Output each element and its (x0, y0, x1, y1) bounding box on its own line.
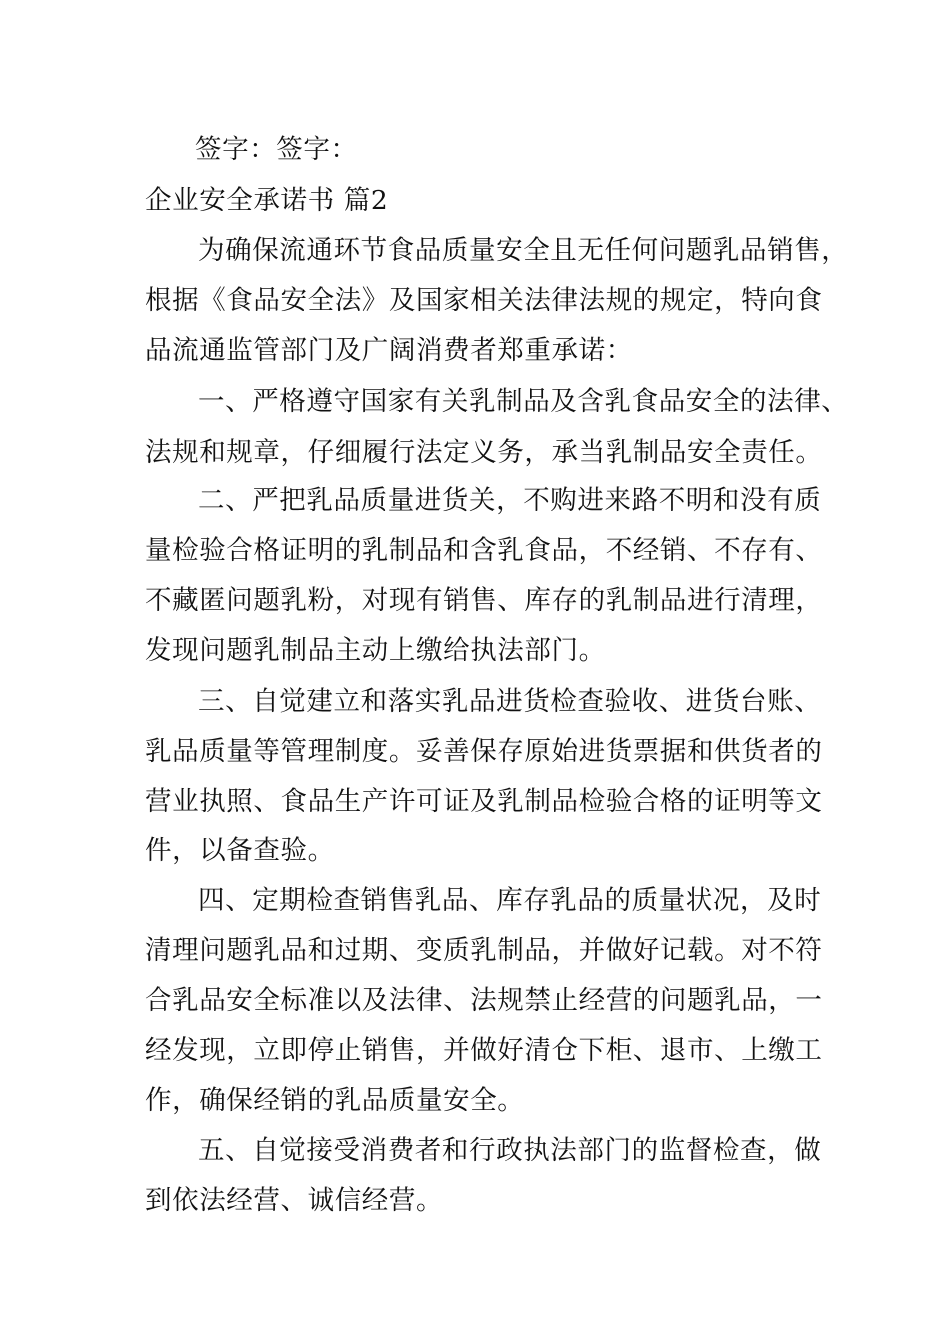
paragraph-item-2-line: 不藏匿问题乳粉，对现有销售、库存的乳制品进行清理， (145, 585, 823, 616)
paragraph-item-2-line: 量检验合格证明的乳制品和含乳食品，不经销、不存有、 (145, 535, 823, 566)
paragraph-item-4-line: 作，确保经销的乳品质量安全。 (145, 1085, 525, 1116)
paragraph-intro-line: 为确保流通环节食品质量安全且无任何问题乳品销售， (198, 235, 849, 266)
paragraph-item-5-line: 五、自觉接受消费者和行政执法部门的监督检查，做 (198, 1135, 822, 1166)
paragraph-item-3-line: 乳品质量等管理制度。妥善保存原始进货票据和供货者的 (145, 736, 823, 767)
paragraph-item-2-line: 二、严把乳品质量进货关，不购进来路不明和没有质 (198, 485, 822, 516)
paragraph-item-3-line: 件，以备查验。 (145, 835, 335, 866)
document-title: 企业安全承诺书 篇2 (145, 185, 389, 216)
paragraph-item-4-line: 清理问题乳品和过期、变质乳制品，并做好记载。对不符 (145, 935, 823, 966)
paragraph-item-4-line: 经发现，立即停止销售，并做好清仓下柜、退市、上缴工 (145, 1035, 823, 1066)
paragraph-intro-line: 根据《食品安全法》及国家相关法律法规的规定，特向食 (145, 285, 823, 316)
signature-line: 签字：签字： (195, 134, 358, 165)
paragraph-intro-line: 品流通监管部门及广阔消费者郑重承诺： (145, 335, 633, 366)
paragraph-item-2-line: 发现问题乳制品主动上缴给执法部门。 (145, 635, 606, 666)
paragraph-item-4-line: 合乳品安全标准以及法律、法规禁止经营的问题乳品，一 (145, 985, 823, 1016)
paragraph-item-1-line: 法规和规章，仔细履行法定义务，承当乳制品安全责任。 (145, 437, 823, 468)
paragraph-item-4-line: 四、定期检查销售乳品、库存乳品的质量状况，及时 (198, 885, 822, 916)
paragraph-item-3-line: 营业执照、食品生产许可证及乳制品检验合格的证明等文 (145, 786, 823, 817)
paragraph-item-5-line: 到依法经营、诚信经营。 (145, 1185, 444, 1216)
paragraph-item-3-line: 三、自觉建立和落实乳品进货检查验收、进货台账、 (198, 686, 822, 717)
paragraph-item-1-line: 一、严格遵守国家有关乳制品及含乳食品安全的法律、 (198, 386, 849, 417)
